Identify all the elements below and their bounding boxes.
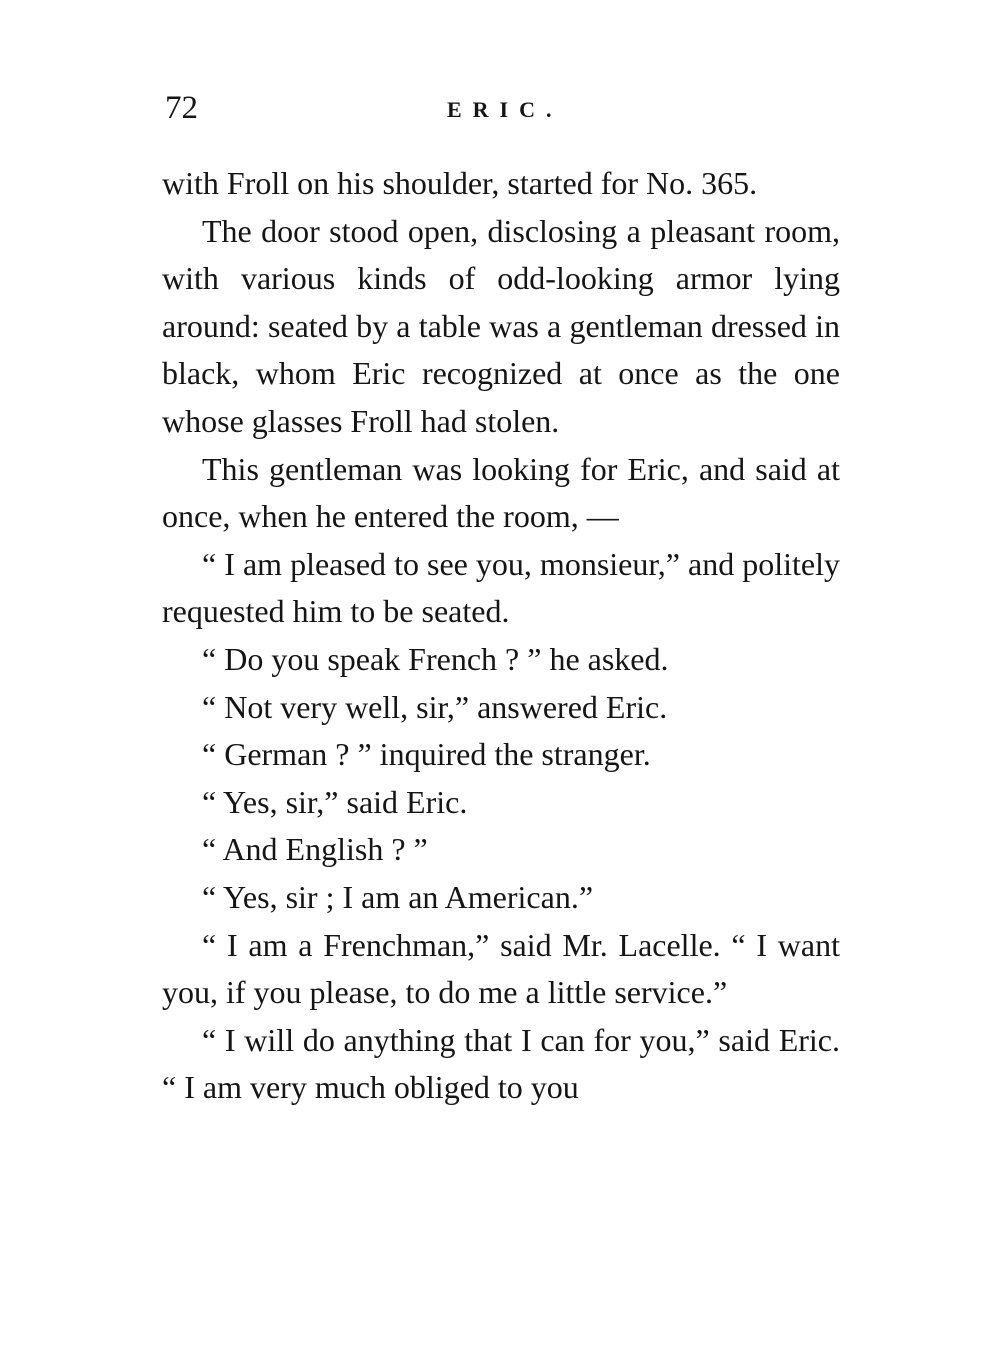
page-number: 72 [165, 90, 198, 126]
paragraph: “ And English ? ” [202, 831, 428, 868]
paragraph: “ I am pleased to see you, monsieur,” and politely requested him to be seated. [162, 545, 840, 630]
paragraph: “ Not very well, sir,” answered Eric. [202, 688, 668, 725]
paragraph: This gentleman was looking for Eric, and said at once, when he entered the room, — [162, 450, 840, 535]
page-header [165, 88, 845, 128]
paragraph: with Froll on his shoulder, started for No. 365. [162, 165, 758, 201]
body-text [162, 160, 840, 1112]
paragraph: The door stood open, disclosing a pleasant room, with various kinds of odd-looking armor lying around: seated by a table was a gentleman dressed in black, whom Eric recognized at once as the one whose glasses Froll had stolen. [162, 212, 840, 439]
paragraph: “ German ? ” inquired the stranger. [202, 736, 651, 773]
paragraph: “ Yes, sir ; I am an American.” [202, 878, 594, 915]
paragraph: “ Yes, sir,” said Eric. [202, 783, 468, 820]
paragraph: “ Do you speak French ? ” he asked. [202, 640, 669, 677]
paragraph: “ I will do anything that I can for you,” said Eric. “ I am very much obliged to you [162, 1021, 840, 1106]
running-head: ERIC. [447, 97, 563, 122]
paragraph: “ I am a Frenchman,” said Mr. Lacelle. “ I want you, if you please, to do me a little service.” [162, 926, 840, 1011]
